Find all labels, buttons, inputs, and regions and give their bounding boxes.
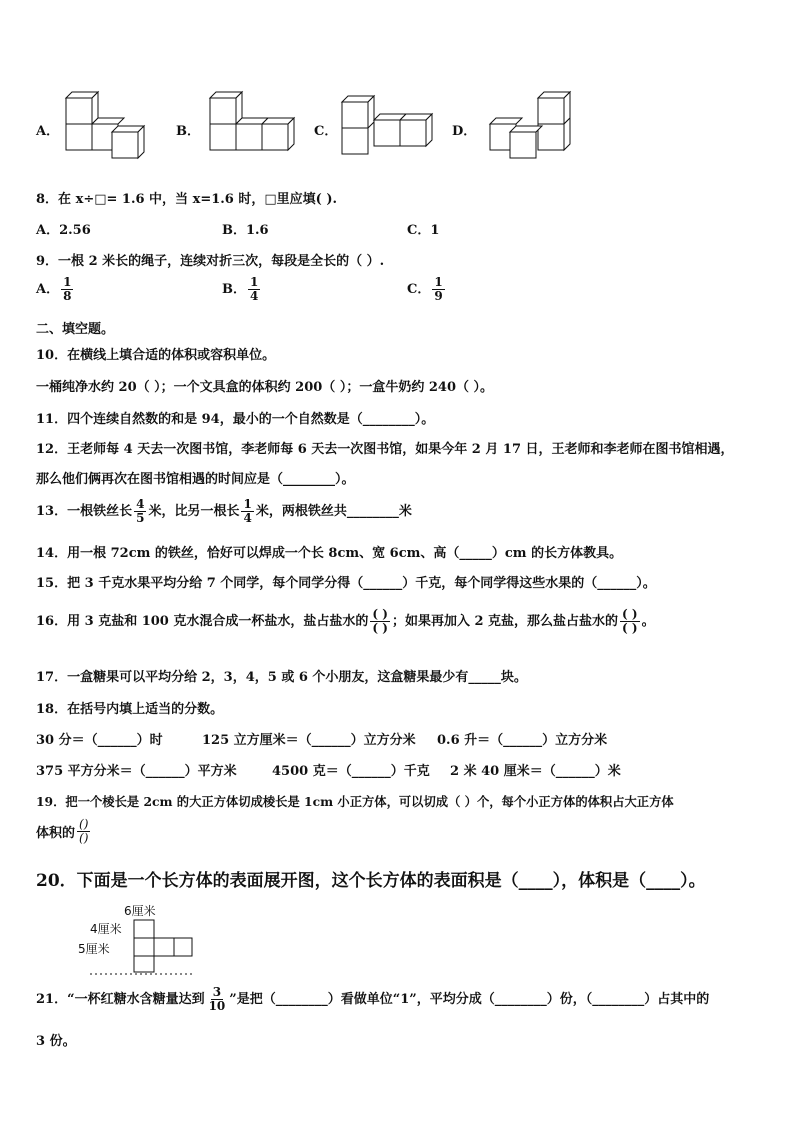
q10-line: 一桶纯净水约 20（ ）；一个文具盒的体积约 200（ ）；一盒牛奶约 240（ ）。 <box>36 380 494 395</box>
q9-option-a: A． $\frac{1}{8}$ <box>36 275 72 303</box>
q20-net-diagram <box>130 918 200 978</box>
q18-row1-item3: 0.6 升＝（______）立方分米 <box>437 733 608 748</box>
q15: 15．把 3 千克水果平均分给 7 个同学，每个同学分得（______）千克，每个同学得这些水果的（______）。 <box>36 576 656 591</box>
q8-option-b: B．1.6 <box>222 223 269 238</box>
q9-option-b: B． $\frac{1}{4}$ <box>222 275 259 303</box>
q21-line1: 21．“一杯红糖水含糖量达到 $\frac{3}{10}$ ”是把（________）看做单位“1”，平均分成（________）份，（________）占其中的 <box>36 985 710 1013</box>
q7-option-a-letter: A． <box>36 124 60 139</box>
q7-option-c-letter: C． <box>314 124 338 139</box>
q8-option-a: A．2.56 <box>36 223 91 238</box>
q18-row2-item2: 4500 克＝（______）千克 <box>272 764 430 779</box>
q7-option-d-figure <box>488 92 578 164</box>
section-fill-in-heading: 二、填空题。 <box>36 322 115 337</box>
q19-line2: 体积的 $\frac{()}{()}$ <box>36 817 89 845</box>
q11: 11．四个连续自然数的和是 94，最小的一个自然数是（________）。 <box>36 412 435 427</box>
q7-option-d-letter: D． <box>452 124 477 139</box>
q7-option-a-figure <box>64 90 154 160</box>
q20-label-top: 6厘米 <box>124 904 156 918</box>
q17: 17．一盒糖果可以平均分给 2，3，4，5 或 6 个小朋友，这盒糖果最少有_____块。 <box>36 670 527 685</box>
q20-text: 20．下面是一个长方体的表面展开图，这个长方体的表面积是（____），体积是（____）。 <box>36 871 706 891</box>
q7-option-b-letter: B． <box>176 124 200 139</box>
q12-line1: 12．王老师每 4 天去一次图书馆，李老师每 6 天去一次图书馆，如果今年 2 月 17 日，王老师和李老师在图书馆相遇， <box>36 442 734 457</box>
q12-line2: 那么他们俩再次在图书馆相遇的时间应是（________）。 <box>36 472 355 487</box>
q14: 14．用一根 72cm 的铁丝，恰好可以焊成一个长 8cm、宽 6cm、高（_____）cm 的长方体教具。 <box>36 546 623 561</box>
q18-row2-item1: 375 平方分米＝（______）平方米 <box>36 764 237 779</box>
q16: 16．用 3 克盐和 100 克水混合成一杯盐水，盐占盐水的 $\frac{( )}{( )}$ ；如果再加入 2 克盐，那么盐占盐水的 $\frac{( )}{( )}$ 。 <box>36 607 655 635</box>
q21-line2: 3 份。 <box>36 1034 76 1049</box>
q18-row1-item2: 125 立方厘米＝（______）立方分米 <box>202 733 416 748</box>
q13: 13．一根铁丝长 $\frac{4}{5}$ 米，比另一根长 $\frac{1}{4}$ 米，两根铁丝共________米 <box>36 497 412 525</box>
q7-option-c-figure <box>340 94 435 164</box>
q18-stem: 18．在括号内填上适当的分数。 <box>36 702 224 717</box>
q20-label-left2: 5厘米 <box>78 942 110 956</box>
q10-stem: 10．在横线上填合适的体积或容积单位。 <box>36 348 276 363</box>
q9-option-c: C． $\frac{1}{9}$ <box>407 275 443 303</box>
q8-option-c: C．1 <box>407 223 440 238</box>
q8-stem: 8．在 x÷□= 1.6 中，当 x=1.6 时，□里应填( ). <box>36 192 338 207</box>
q7-option-b-figure <box>208 90 303 160</box>
q18-row1-item1: 30 分＝（______）时 <box>36 733 163 748</box>
q19-line1: 19．把一个棱长是 2cm 的大正方体切成棱长是 1cm 小正方体，可以切成（ ）个，每个小正方体的体积占大正方体 <box>36 794 674 809</box>
q18-row2-item3: 2 米 40 厘米＝（______）米 <box>450 764 621 779</box>
q9-stem: 9．一根 2 米长的绳子，连续对折三次，每段是全长的（ ）. <box>36 254 385 269</box>
q20-label-left1: 4厘米 <box>90 922 122 936</box>
